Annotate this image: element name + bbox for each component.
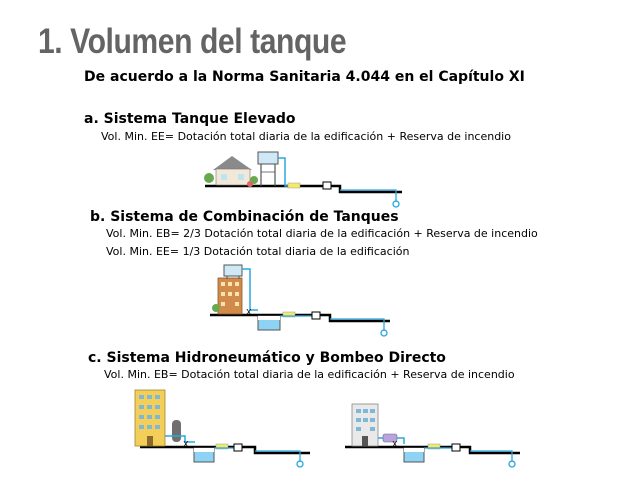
valve-box-icon <box>234 444 242 451</box>
section-c-heading: c. Sistema Hidroneumático y Bombeo Directo <box>88 350 446 366</box>
cistern-icon <box>194 448 214 462</box>
section-b-line-1: Vol. Min. EB= 2/3 Dotación total diaria de la edificación + Reserva de incendio <box>106 227 538 240</box>
elevated-tank-icon <box>224 265 242 279</box>
pressure-tank-icon <box>172 420 181 442</box>
valve-box-icon <box>323 182 331 189</box>
section-c-line-1: Vol. Min. EB= Dotación total diaria de la edificación + Reserva de incendio <box>104 368 515 381</box>
page-title: 1. Volumen del tanque <box>38 22 347 61</box>
building-icon <box>212 278 242 314</box>
cistern-icon <box>258 316 280 330</box>
section-b-line-2: Vol. Min. EE= 1/3 Dotación total diaria de la edificación <box>106 245 410 258</box>
valve-box-icon <box>452 444 460 451</box>
water-meter-icon <box>288 183 300 188</box>
section-a-line-1: Vol. Min. EE= Dotación total diaria de la edificación + Reserva de incendio <box>101 130 511 143</box>
valve-icon: X <box>392 440 398 449</box>
diagram-direct-pumping <box>345 404 520 467</box>
diagram-combination-tanks <box>210 265 390 336</box>
house-icon <box>204 156 258 187</box>
building-icon <box>352 404 378 446</box>
diagram-hydropneumatic <box>135 390 310 467</box>
cistern-icon <box>404 448 424 462</box>
valve-box-icon <box>312 312 320 319</box>
elevated-tank-icon <box>258 152 278 186</box>
subtitle: De acuerdo a la Norma Sanitaria 4.044 en el Capítulo XI <box>84 69 525 85</box>
valve-icon: X <box>246 308 252 317</box>
section-a-heading: a. Sistema Tanque Elevado <box>84 111 296 127</box>
diagram-elevated-tank <box>204 152 402 207</box>
section-b-heading: b. Sistema de Combinación de Tanques <box>90 209 399 225</box>
valve-icon: X <box>183 440 189 449</box>
building-icon <box>135 390 165 446</box>
